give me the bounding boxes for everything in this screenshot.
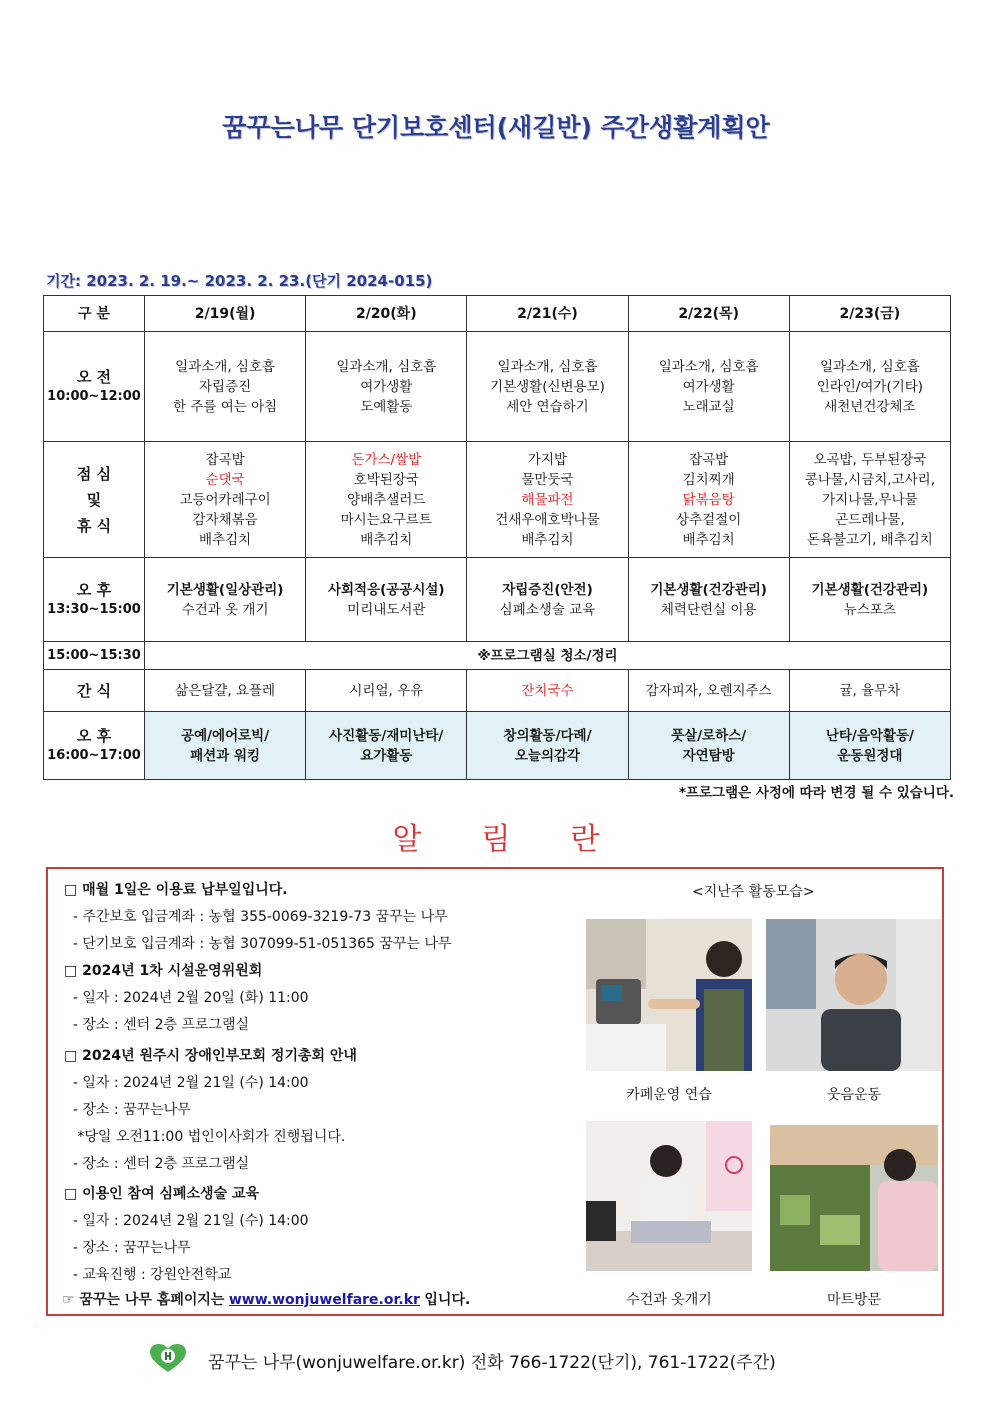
menu-item: 배추김치 [360, 531, 413, 548]
morning-cell [306, 332, 467, 442]
snack-cell [467, 670, 628, 712]
cell-line: 풋살/로하스/ [671, 727, 747, 744]
cell-line: 운동원정대 [837, 747, 903, 764]
cell-line: 일과소개, 심호흡 [175, 358, 276, 375]
afternoon-time: 13:30~15:00 [47, 601, 141, 617]
homepage-suffix: 입니다. [424, 1292, 471, 1308]
notice-detail: - 장소 : 센터 2층 프로그램실 [64, 1156, 250, 1172]
photo-cafe [586, 919, 752, 1071]
morning-label: 오 전 [76, 367, 112, 386]
cell-line: 요가활동 [360, 747, 413, 764]
photo-laugh [766, 919, 942, 1071]
cell-line: 한 주를 여는 아침 [173, 398, 278, 415]
notice-heading: □ 매월 1일은 이용료 납부일입니다. [64, 882, 288, 898]
menu-item: 물만둣국 [521, 471, 574, 488]
cell-line: 수건과 옷 개기 [181, 601, 269, 618]
day-header: 2/23(금) [789, 296, 950, 332]
notice-detail: - 일자 : 2024년 2월 21일 (수) 14:00 [64, 1213, 309, 1229]
cell-line: 일과소개, 심호흡 [497, 358, 598, 375]
homepage-prefix: ☞ 꿈꾸는 나무 홈페이지는 [62, 1292, 225, 1308]
cell-line: 자립증진 [199, 378, 252, 395]
cell-line: 자립증진(안전) [502, 581, 593, 598]
lunch-label-cell [44, 442, 145, 558]
caption: 카페운영 연습 [626, 1087, 712, 1103]
photos-heading: <지난주 활동모습> [692, 884, 815, 900]
menu-item: 곤드레나물, [835, 511, 905, 528]
lunch-cell [628, 442, 789, 558]
menu-item: 닭볶음탕 [682, 491, 735, 508]
cell-line: 자연탐방 [682, 747, 735, 764]
snack-item: 잔치국수 [521, 682, 574, 699]
evening-time: 16:00~17:00 [47, 747, 141, 763]
cell-line: 미리내도서관 [347, 601, 426, 618]
snack-item: 삶은달걀, 요플레 [175, 682, 276, 699]
cell-line: 난타/음악활동/ [825, 727, 914, 744]
menu-item: 양배추샐러드 [347, 491, 426, 508]
snack-cell [789, 670, 950, 712]
evening-row [44, 712, 951, 780]
notice-heading: □ 2024년 원주시 장애인부모회 정기총회 안내 [64, 1048, 357, 1064]
cell-line: 오늘의감각 [514, 747, 581, 764]
notice-heading: □ 이용인 참여 심폐소생술 교육 [64, 1186, 260, 1202]
lunch-label: 휴 식 [76, 516, 112, 535]
evening-cell [789, 712, 950, 780]
menu-item: 김치찌개 [682, 471, 735, 488]
notice-detail: - 교육진행 : 강원안전학교 [64, 1267, 232, 1283]
notice-detail: - 장소 : 꿈꾸는나무 [64, 1102, 191, 1118]
afternoon-cell [628, 558, 789, 642]
evening-cell [306, 712, 467, 780]
afternoon-cell [467, 558, 628, 642]
caption: 마트방문 [826, 1292, 882, 1308]
afternoon-label-cell [44, 558, 145, 642]
evening-cell [628, 712, 789, 780]
evening-label-cell [44, 712, 145, 780]
notice-detail: - 장소 : 꿈꾸는나무 [64, 1240, 191, 1256]
menu-item: 마시는요구르트 [340, 511, 432, 528]
evening-cell [145, 712, 306, 780]
logo-icon [150, 1344, 186, 1378]
cell-line: 일과소개, 심호흡 [658, 358, 759, 375]
footer-text: 꿈꾸는 나무(wonjuwelfare.or.kr) 전화 766-1722(단기), 761-1722(주간) [208, 1353, 776, 1373]
snack-cell [145, 670, 306, 712]
day-header: 2/19(월) [145, 296, 306, 332]
cell-line: 사회적응(공공시설) [327, 581, 445, 598]
cell-line: 도예활동 [360, 398, 413, 415]
snack-row [44, 670, 951, 712]
menu-item: 해물파전 [521, 491, 574, 508]
lunch-cell [467, 442, 628, 558]
afternoon-cell [789, 558, 950, 642]
cell-line: 여가생활 [682, 378, 735, 395]
cleanup-text: ※프로그램실 청소/정리 [145, 642, 951, 670]
morning-cell [789, 332, 950, 442]
period-label: 기간: 2023. 2. 19.~ 2023. 2. 23.(단기 2024-015) [46, 272, 433, 290]
snack-label-cell [44, 670, 145, 712]
day-header: 2/22(목) [628, 296, 789, 332]
snack-label: 간 식 [76, 681, 112, 700]
snack-item: 귤, 율무차 [839, 682, 901, 699]
lunch-cell [306, 442, 467, 558]
schedule-table [43, 295, 951, 780]
homepage-line [62, 1289, 470, 1309]
cell-line: 여가생활 [360, 378, 413, 395]
notice-detail: - 일자 : 2024년 2월 21일 (수) 14:00 [64, 1075, 309, 1091]
menu-item: 가지밥 [527, 451, 568, 468]
lunch-label: 점 심 [76, 464, 112, 483]
morning-row [44, 332, 951, 442]
cell-line: 새천년건강체조 [824, 398, 916, 415]
notice-detail: - 주간보호 입금계좌 : 농협 355-0069-3219-73 꿈꾸는 나무 [64, 909, 448, 925]
cell-line: 일과소개, 심호흡 [336, 358, 437, 375]
menu-item: 호박된장국 [353, 471, 419, 488]
menu-item: 건새우애호박나물 [495, 511, 600, 528]
cell-line: 기본생활(일상관리) [166, 581, 284, 598]
menu-item: 가지나물,무나물 [822, 491, 918, 508]
corner-cell: 구 분 [44, 296, 145, 332]
cell-line: 기본생활(신변용모) [490, 378, 605, 395]
menu-item: 잡곡밥 [205, 451, 245, 468]
cell-line: 노래교실 [682, 398, 735, 415]
lunch-cell [145, 442, 306, 558]
menu-item: 감자채볶음 [192, 511, 258, 528]
evening-cell [467, 712, 628, 780]
cell-line: 심폐소생술 교육 [499, 601, 596, 618]
header-row [44, 296, 951, 332]
morning-time: 10:00~12:00 [47, 388, 141, 404]
change-note: *프로그램은 사정에 따라 변경 될 수 있습니다. [678, 785, 954, 801]
morning-cell [467, 332, 628, 442]
cell-line: 공예/에어로빅/ [181, 727, 270, 744]
menu-item: 콩나물,시금치,고사리, [804, 471, 935, 488]
cleanup-time: 15:00~15:30 [44, 642, 145, 670]
lunch-cell [789, 442, 950, 558]
morning-cell [628, 332, 789, 442]
notice-detail: - 단기보호 입금계좌 : 농협 307099-51-051365 꿈꾸는 나무 [64, 936, 452, 952]
menu-item: 상추겉절이 [676, 511, 742, 528]
morning-label-cell [44, 332, 145, 442]
afternoon-cell [306, 558, 467, 642]
photo-mart [770, 1125, 938, 1271]
snack-item: 감자피자, 오렌지주스 [645, 682, 772, 699]
cell-line: 기본생활(건강관리) [650, 581, 767, 598]
cell-line: 기본생활(건강관리) [811, 581, 929, 598]
notice-detail: - 일자 : 2024년 2월 20일 (화) 11:00 [64, 990, 309, 1006]
day-header: 2/21(수) [467, 296, 628, 332]
lunch-label: 및 [86, 490, 102, 509]
snack-cell [628, 670, 789, 712]
photo-towel [586, 1121, 752, 1271]
cell-line: 사진활동/재미난타/ [329, 727, 444, 744]
notice-heading: □ 2024년 1차 시설운영위원회 [64, 963, 263, 979]
menu-item: 배추김치 [682, 531, 735, 548]
morning-cell [145, 332, 306, 442]
afternoon-label: 오 후 [76, 580, 112, 599]
cell-line: 일과소개, 심호흡 [819, 358, 920, 375]
cell-line: 인라인/여가(기타) [816, 378, 924, 395]
cell-line: 패션과 워킹 [190, 747, 261, 764]
afternoon-cell [145, 558, 306, 642]
menu-item: 돈육불고기, 배추김치 [806, 531, 933, 548]
snack-item: 시리얼, 우유 [349, 682, 424, 699]
notice-box [46, 867, 944, 1316]
notice-title: 알림란 [392, 822, 660, 857]
cell-line: 뉴스포츠 [843, 601, 896, 618]
day-header: 2/20(화) [306, 296, 467, 332]
caption: 수건과 옷개기 [626, 1292, 712, 1308]
cell-line: 체력단련실 이용 [660, 601, 757, 618]
menu-item: 배추김치 [521, 531, 574, 548]
cell-line: 창의활동/다례/ [503, 727, 592, 744]
homepage-link[interactable]: www.wonjuwelfare.or.kr [228, 1292, 420, 1308]
menu-item: 고등어카레구이 [179, 491, 271, 508]
menu-item: 잡곡밥 [689, 451, 729, 468]
afternoon-row [44, 558, 951, 642]
caption: 웃음운동 [826, 1087, 882, 1103]
menu-item: 배추김치 [199, 531, 252, 548]
cleanup-row [44, 642, 951, 670]
lunch-row [44, 442, 951, 558]
notice-detail: - 장소 : 센터 2층 프로그램실 [64, 1017, 250, 1033]
menu-item: 순댓국 [205, 471, 245, 488]
page-title: 꿈꾸는나무 단기보호센터(새길반) 주간생활계획안 [222, 113, 770, 142]
cell-line: 세안 연습하기 [506, 398, 589, 415]
notice-detail: *당일 오전11:00 법인이사회가 진행됩니다. [64, 1129, 346, 1145]
menu-item: 돈가스/쌀밥 [351, 451, 422, 468]
snack-cell [306, 670, 467, 712]
menu-item: 오곡밥, 두부된장국 [813, 451, 927, 468]
evening-label: 오 후 [76, 726, 112, 745]
